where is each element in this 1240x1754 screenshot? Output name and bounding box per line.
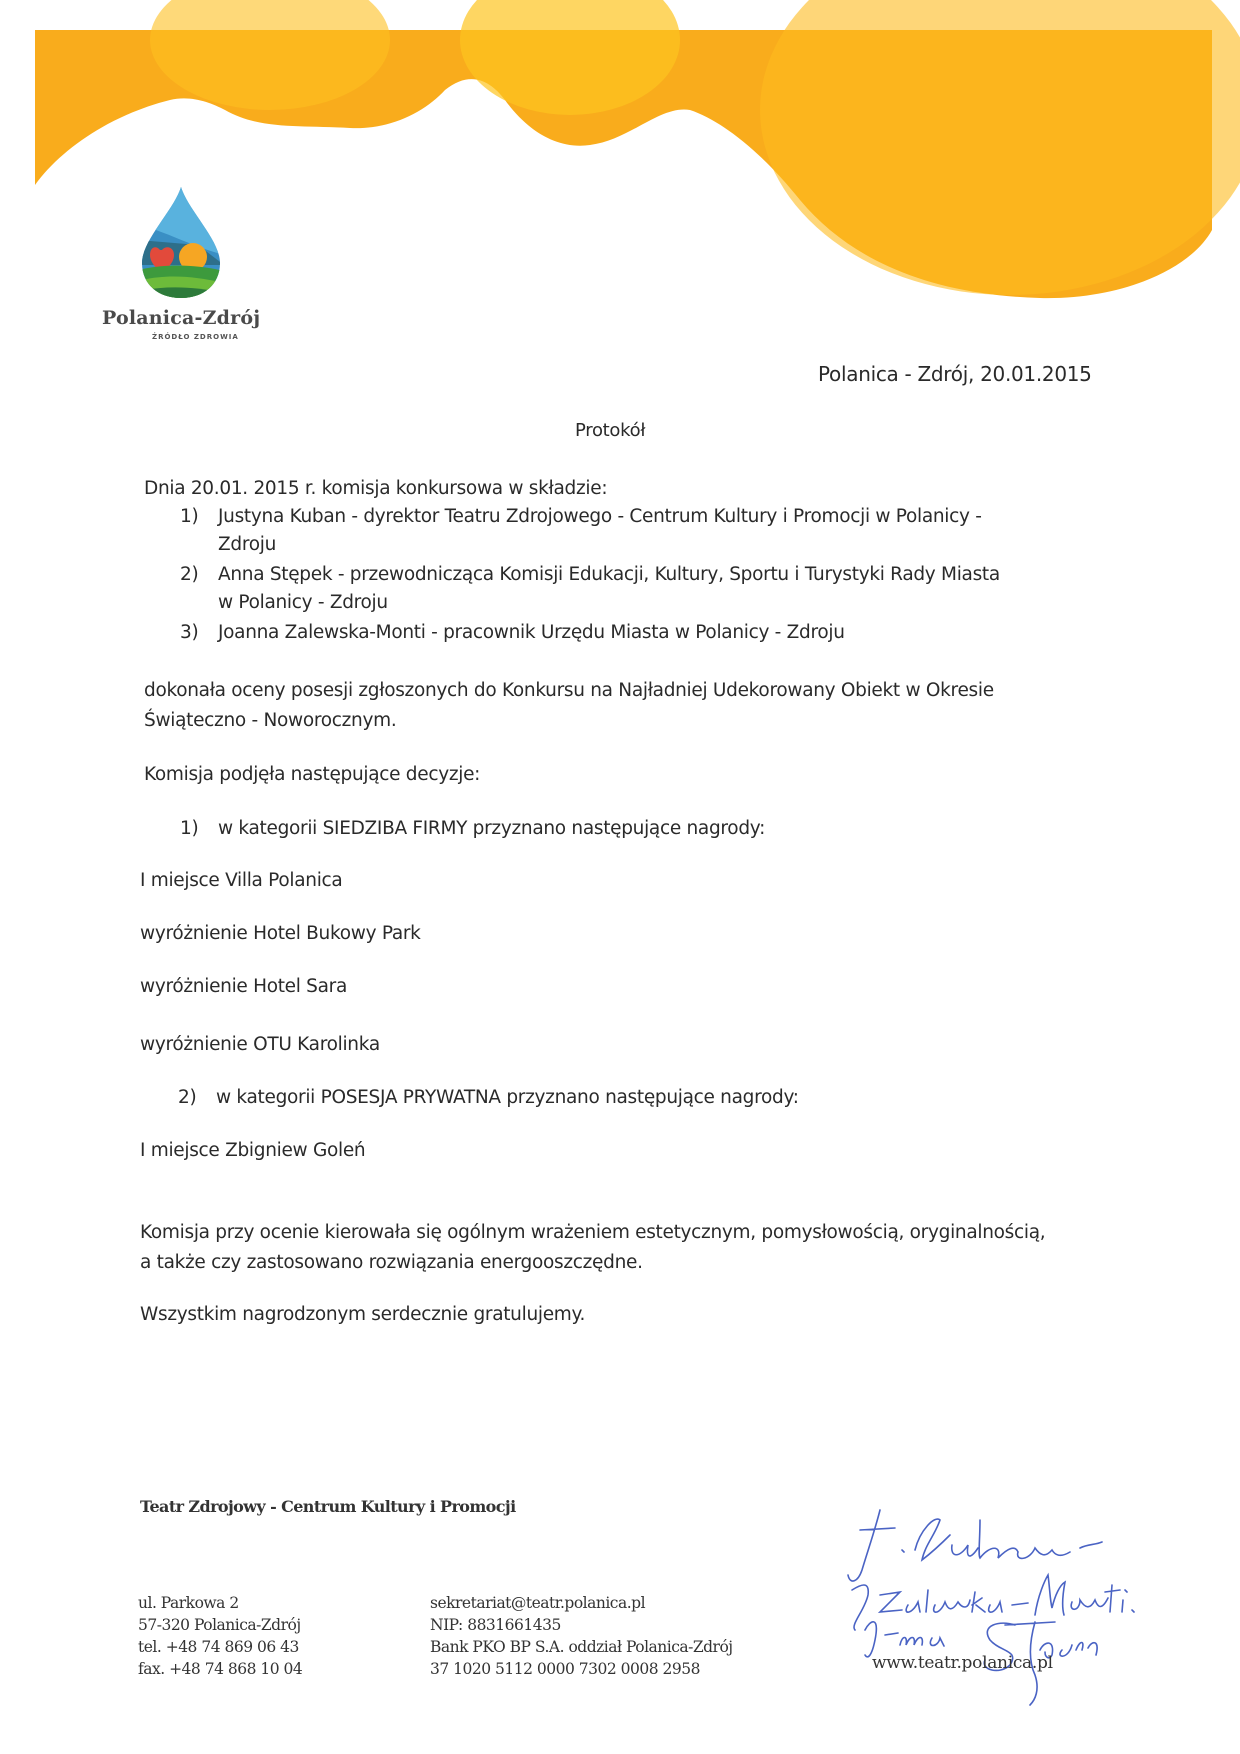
- decisions-intro: Komisja podjęła następujące decyzje:: [144, 764, 481, 785]
- footer-website: www.teatr.polanica.pl: [872, 1653, 1053, 1673]
- award-item: wyróżnienie OTU Karolinka: [140, 1034, 380, 1055]
- category-text: w kategorii POSESJA PRYWATNA przyznano następujące nagrody:: [216, 1087, 799, 1108]
- category-number: 1): [180, 818, 199, 839]
- member-item: [180, 506, 982, 527]
- place-and-date: Polanica - Zdrój, 20.01.2015: [818, 362, 1092, 386]
- award-item: I miejsce Zbigniew Goleń: [140, 1140, 366, 1161]
- member-number: 3): [180, 622, 199, 643]
- category-item: [178, 1087, 799, 1108]
- category-item: [180, 818, 765, 839]
- member-text: Anna Stępek - przewodnicząca Komisji Edukacji, Kultury, Sportu i Turystyki Rady Miasta: [218, 564, 1000, 585]
- category-text: w kategorii SIEDZIBA FIRMY przyznano następujące nagrody:: [218, 818, 766, 839]
- handwritten-signatures: [840, 1490, 1180, 1710]
- footer-contact: [430, 1592, 733, 1680]
- footer-organization: Teatr Zdrojowy - Centrum Kultury i Promocji: [140, 1497, 516, 1516]
- footer-street: ul. Parkowa 2: [138, 1594, 239, 1612]
- member-text: Joanna Zalewska-Monti - pracownik Urzędu Miasta w Polanicy - Zdroju: [218, 622, 845, 643]
- category-number: 2): [178, 1087, 197, 1108]
- signature-kuban: [848, 1510, 1102, 1581]
- evaluation-line: Świąteczno - Noworocznym.: [144, 710, 397, 731]
- document-title: Protokół: [575, 420, 646, 441]
- footer-account: 37 1020 5112 0000 7302 0008 2958: [430, 1660, 700, 1678]
- member-text-continuation: w Polanicy - Zdroju: [218, 592, 388, 613]
- logo-tagline: ŹRÓDŁO ZDROWIA: [152, 333, 239, 341]
- footer-nip: NIP: 8831661435: [430, 1616, 561, 1634]
- evaluation-line: dokonała oceny posesji zgłoszonych do Konkursu na Najładniej Udekorowany Obiekt w Okresie: [144, 680, 994, 701]
- banner-highlight: [760, 0, 1240, 295]
- member-text: Justyna Kuban - dyrektor Teatru Zdrojowego - Centrum Kultury i Promocji w Polanicy -: [218, 506, 982, 527]
- footer-phone: tel. +48 74 869 06 43: [138, 1638, 299, 1656]
- award-item: wyróżnienie Hotel Sara: [140, 976, 347, 997]
- member-text-continuation: Zdroju: [218, 534, 276, 555]
- criteria-line: Komisja przy ocenie kierowała się ogólnym wrażeniem estetycznym, pomysłowością, oryginalnością,: [140, 1222, 1046, 1243]
- footer-address: [138, 1592, 302, 1680]
- footer-bank: Bank PKO BP S.A. oddział Polanica-Zdrój: [430, 1638, 733, 1656]
- water-drop-icon: [138, 185, 224, 300]
- member-item: [180, 564, 1000, 585]
- polanica-zdroj-logo: [100, 185, 270, 341]
- logo-name: Polanica-Zdrój: [102, 307, 261, 329]
- award-item: I miejsce Villa Polanica: [140, 870, 343, 891]
- member-number: 1): [180, 506, 199, 527]
- footer-fax: fax. +48 74 868 10 04: [138, 1660, 303, 1678]
- signature-zalewska: [852, 1575, 1134, 1630]
- intro-line: Dnia 20.01. 2015 r. komisja konkursowa w składzie:: [144, 478, 608, 499]
- award-item: wyróżnienie Hotel Bukowy Park: [140, 923, 421, 944]
- footer-city: 57-320 Polanica-Zdrój: [138, 1616, 301, 1634]
- footer-email: sekretariat@teatr.polanica.pl: [430, 1594, 646, 1612]
- member-item: [180, 622, 845, 643]
- member-number: 2): [180, 564, 199, 585]
- criteria-line: a także czy zastosowano rozwiązania energooszczędne.: [140, 1252, 643, 1273]
- congratulations-line: Wszystkim nagrodzonym serdecznie gratulujemy.: [140, 1304, 586, 1325]
